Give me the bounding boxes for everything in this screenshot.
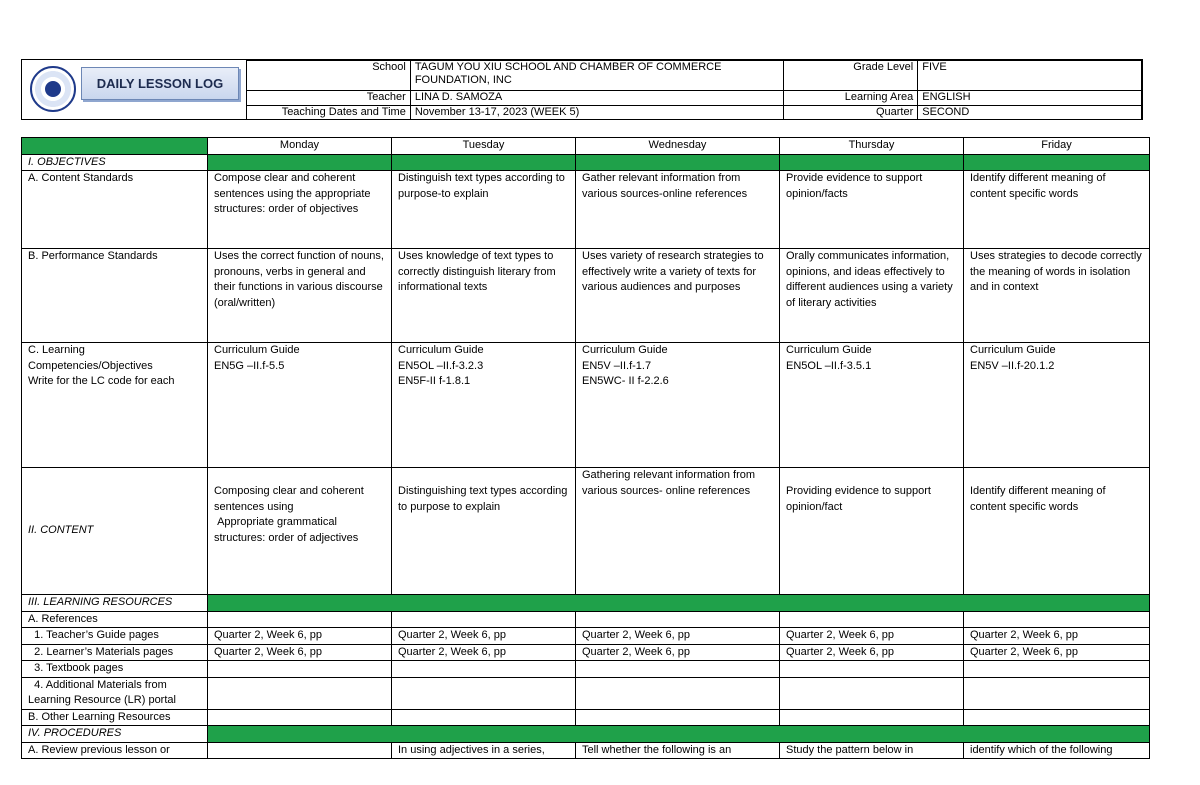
document-title: DAILY LESSON LOG	[81, 67, 239, 100]
lesson-log-header	[21, 59, 1143, 120]
area-value: ENGLISH	[918, 91, 1142, 106]
table-cell	[964, 661, 1150, 678]
green-band	[208, 154, 392, 171]
table-cell	[780, 677, 964, 709]
procedures-heading: IV. PROCEDURES	[22, 726, 208, 743]
quarter-label: Quarter	[784, 106, 918, 120]
dates-label: Teaching Dates and Time	[247, 106, 411, 120]
competencies-label-line: C. Learning Competencies/Objectives	[28, 344, 153, 372]
table-cell	[208, 611, 392, 628]
table-cell: Provide evidence to support opinion/facts	[780, 171, 964, 249]
references-label: A. References	[22, 611, 208, 628]
table-cell	[392, 661, 576, 678]
table-cell	[392, 468, 576, 595]
logo-cell	[22, 60, 247, 119]
green-band	[576, 154, 780, 171]
teacher-value: LINA D. SAMOZA	[410, 91, 784, 106]
table-cell	[780, 709, 964, 726]
day-header-thursday: Thursday	[780, 138, 964, 155]
table-cell: Tell whether the following is an	[576, 742, 780, 759]
table-cell	[576, 611, 780, 628]
table-cell	[208, 709, 392, 726]
table-cell	[208, 661, 392, 678]
table-cell: Quarter 2, Week 6, pp	[576, 628, 780, 645]
lesson-plan-table	[21, 137, 1150, 759]
guide-label: Curriculum Guide	[582, 344, 668, 356]
grade-label: Grade Level	[784, 61, 918, 91]
textbook-label: 3. Textbook pages	[22, 661, 208, 678]
deped-seal-icon	[30, 66, 76, 112]
table-cell: Gather relevant information from various sources-online references	[576, 171, 780, 249]
day-header-monday: Monday	[208, 138, 392, 155]
table-cell	[208, 742, 392, 759]
content-text: Identify different meaning of content specific words	[970, 485, 1106, 513]
day-header-wednesday: Wednesday	[576, 138, 780, 155]
lc-code: EN5F-II f-1.8.1	[398, 375, 471, 387]
table-cell: Quarter 2, Week 6, pp	[208, 644, 392, 661]
header-info-table	[246, 60, 1142, 120]
grade-value: FIVE	[918, 61, 1142, 91]
corner-cell	[22, 138, 208, 155]
competencies-label	[22, 343, 208, 468]
other-resources-label: B. Other Learning Resources	[22, 709, 208, 726]
guide-label: Curriculum Guide	[214, 344, 300, 356]
content-heading: II. CONTENT	[22, 468, 208, 595]
table-cell	[208, 677, 392, 709]
additional-label-line: 4. Additional Materials from	[28, 678, 167, 691]
table-cell: Quarter 2, Week 6, pp	[392, 644, 576, 661]
school-label: School	[247, 61, 411, 91]
table-cell	[780, 611, 964, 628]
review-label: A. Review previous lesson or	[22, 742, 208, 759]
green-band	[964, 154, 1150, 171]
green-band	[208, 726, 1150, 743]
table-cell	[780, 468, 964, 595]
teacher-label: Teacher	[247, 91, 411, 106]
table-cell: Identify different meaning of content specific words	[964, 171, 1150, 249]
table-cell	[576, 677, 780, 709]
table-cell: identify which of the following	[964, 742, 1150, 759]
table-cell: Quarter 2, Week 6, pp	[392, 628, 576, 645]
competencies-label-line: Write for the LC code for each	[28, 375, 175, 387]
dates-value: November 13-17, 2023 (WEEK 5)	[410, 106, 784, 120]
teachers-guide-label: 1. Teacher’s Guide pages	[22, 628, 208, 645]
table-cell	[780, 661, 964, 678]
table-cell: Quarter 2, Week 6, pp	[208, 628, 392, 645]
table-cell	[964, 611, 1150, 628]
guide-label: Curriculum Guide	[970, 344, 1056, 356]
learners-materials-label: 2. Learner’s Materials pages	[22, 644, 208, 661]
table-cell: Uses the correct function of nouns, pronouns, verbs in general and their functions in various discourse (oral/written)	[208, 249, 392, 343]
table-cell	[392, 611, 576, 628]
lc-code: EN5V –II.f-20.1.2	[970, 359, 1055, 372]
lc-code: EN5OL –II.f-3.5.1	[786, 359, 872, 372]
table-cell	[208, 343, 392, 468]
green-band	[208, 595, 1150, 612]
table-cell: Quarter 2, Week 6, pp	[780, 628, 964, 645]
content-standards-label: A. Content Standards	[22, 171, 208, 249]
green-band	[780, 154, 964, 171]
table-cell	[576, 343, 780, 468]
lc-code: EN5G –II.f-5.5	[214, 359, 285, 372]
content-text: Appropriate grammatical structures: order of adjectives	[214, 516, 359, 544]
table-cell: Quarter 2, Week 6, pp	[576, 644, 780, 661]
day-header-tuesday: Tuesday	[392, 138, 576, 155]
table-cell: Compose clear and coherent sentences using the appropriate structures: order of objectives	[208, 171, 392, 249]
table-cell	[964, 709, 1150, 726]
table-cell	[392, 343, 576, 468]
table-cell	[964, 343, 1150, 468]
lc-code: EN5OL –II.f-3.2.3	[398, 359, 484, 372]
green-band	[392, 154, 576, 171]
resources-heading: III. LEARNING RESOURCES	[22, 595, 208, 612]
table-cell	[576, 709, 780, 726]
lc-code: EN5V –II.f-1.7	[582, 359, 652, 372]
content-text: Gathering relevant information from various sources- online references	[582, 469, 756, 497]
content-text: Distinguishing text types according to purpose to explain	[398, 485, 568, 513]
table-cell: Quarter 2, Week 6, pp	[964, 628, 1150, 645]
quarter-value: SECOND	[918, 106, 1142, 120]
additional-materials-label	[22, 677, 208, 709]
content-text: Providing evidence to support opinion/fact	[786, 485, 931, 513]
table-cell: Study the pattern below in	[780, 742, 964, 759]
table-cell: Uses strategies to decode correctly the meaning of words in isolation and in context	[964, 249, 1150, 343]
table-cell: Distinguish text types according to purpose-to explain	[392, 171, 576, 249]
table-cell	[392, 677, 576, 709]
table-cell	[964, 677, 1150, 709]
table-cell	[392, 709, 576, 726]
table-cell: Orally communicates information, opinions, and ideas effectively to different audiences using a variety of literary activities	[780, 249, 964, 343]
lc-code: EN5WC- II f-2.2.6	[582, 375, 669, 387]
table-cell	[576, 468, 780, 595]
table-cell	[780, 343, 964, 468]
table-cell	[208, 468, 392, 595]
table-cell: Uses variety of research strategies to effectively write a variety of texts for various audiences and purposes	[576, 249, 780, 343]
table-cell: Uses knowledge of text types to correctly distinguish literary from informational texts	[392, 249, 576, 343]
area-label: Learning Area	[784, 91, 918, 106]
day-header-friday: Friday	[964, 138, 1150, 155]
guide-label: Curriculum Guide	[398, 344, 484, 356]
table-cell	[964, 468, 1150, 595]
table-cell	[576, 661, 780, 678]
table-cell: Quarter 2, Week 6, pp	[964, 644, 1150, 661]
content-text: Composing clear and coherent sentences using	[214, 485, 364, 513]
school-value: TAGUM YOU XIU SCHOOL AND CHAMBER OF COMMERCE FOUNDATION, INC	[410, 61, 784, 91]
performance-standards-label: B. Performance Standards	[22, 249, 208, 343]
objectives-heading: I. OBJECTIVES	[22, 154, 208, 171]
additional-label-line: Learning Resource (LR) portal	[28, 694, 176, 706]
table-cell: In using adjectives in a series,	[392, 742, 576, 759]
table-cell: Quarter 2, Week 6, pp	[780, 644, 964, 661]
guide-label: Curriculum Guide	[786, 344, 872, 356]
